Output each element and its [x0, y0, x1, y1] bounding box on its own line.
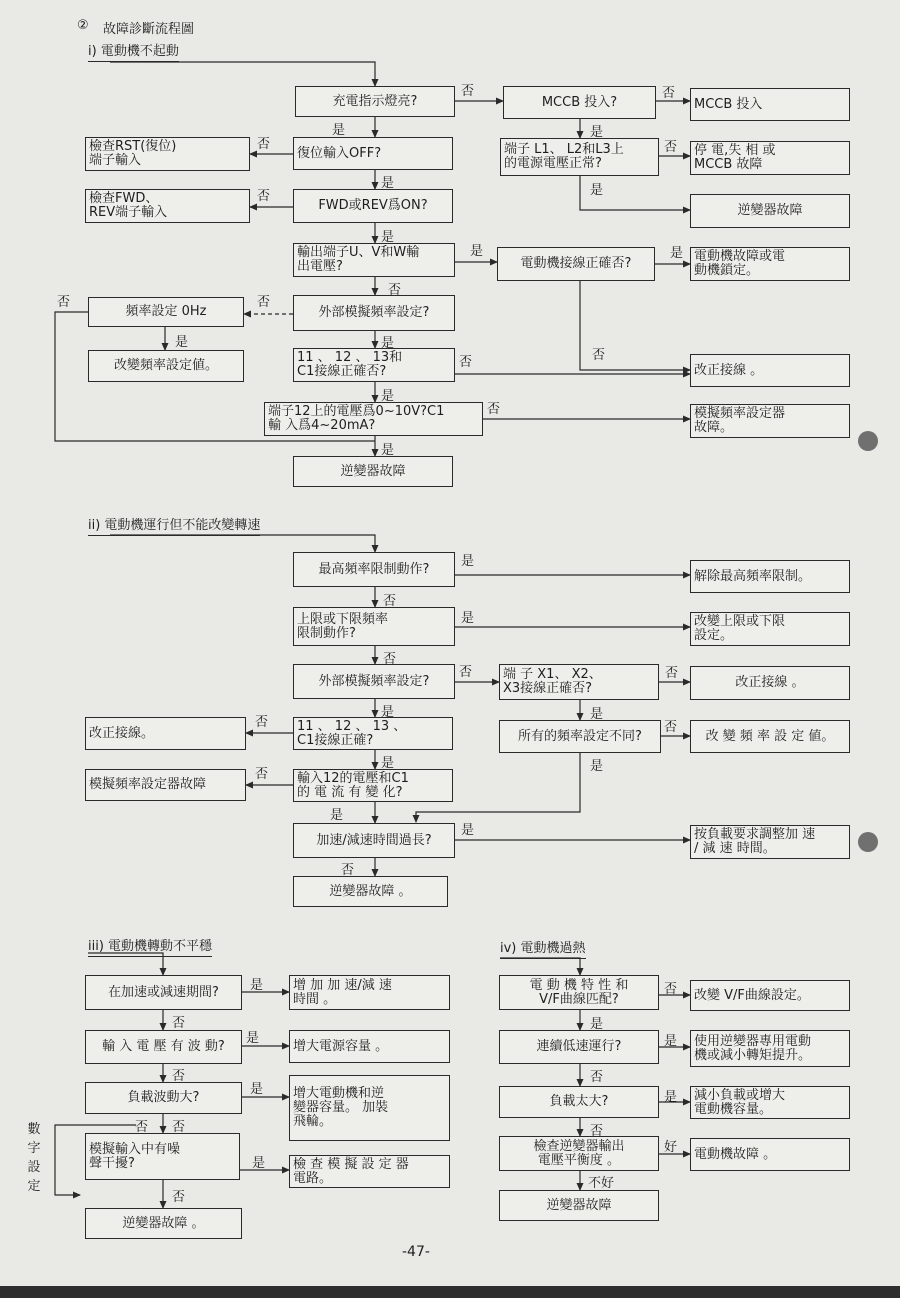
label-no: 否 [664, 982, 678, 997]
label-yes: 是 [590, 183, 604, 198]
node-c1-wiring-2: 11 、 12 、 13 、 C1接線正確? [293, 717, 453, 750]
flow4-title: iv) 電動機過熱 [500, 937, 586, 959]
label-yes: 是 [670, 246, 684, 261]
label-no: 否 [664, 140, 678, 155]
node-voltage-fluctuation: 輸 入 電 壓 有 波 動? [85, 1030, 242, 1064]
node-x123-wiring: 端 子 X1、 X2、 X3接線正確否? [499, 664, 659, 700]
label-yes: 是 [381, 176, 395, 191]
label-no: 否 [592, 348, 606, 363]
label-no: 否 [662, 86, 676, 101]
node-adjust-accel: 按負載要求調整加 速 / 減 速 時間。 [690, 825, 850, 859]
label-yes: 是 [461, 554, 475, 569]
label-yes: 是 [461, 611, 475, 626]
node-l123-voltage: 端子 L1、 L2和L3上 的電源電壓正常? [500, 138, 659, 176]
node-motor-fault: 電動機故障或電 動機鎖定。 [690, 247, 850, 281]
page-number: -47- [402, 1244, 430, 1260]
label-no: 否 [255, 715, 269, 730]
node-low-speed: 連續低速運行? [499, 1030, 659, 1064]
label-no: 否 [388, 283, 402, 298]
node-input12-change: 輸入12的電壓和C1 的 電 流 有 變 化? [293, 769, 453, 802]
node-mccb-on: MCCB 投入 [690, 88, 850, 121]
flow2-title: ii) 電動機運行但不能改變轉速 [88, 514, 260, 536]
punch-hole-mark [858, 832, 878, 852]
node-external-analog: 外部模擬頻率設定? [293, 295, 455, 331]
node-load-fluctuation: 負載波動大? [85, 1082, 242, 1114]
node-analog-setter-fault: 模擬頻率設定器 故障。 [690, 404, 850, 438]
node-change-limit: 改變上限或下限 設定。 [690, 612, 850, 646]
label-no: 否 [383, 652, 397, 667]
node-max-freq-limit: 最高頻率限制動作? [293, 552, 455, 587]
punch-hole-mark [858, 431, 878, 451]
node-all-freq-different: 所有的頻率設定不同? [499, 720, 661, 753]
label-yes: 是 [664, 1034, 678, 1049]
label-no: 否 [459, 355, 473, 370]
node-inverter-fault-4: 逆變器故障 [499, 1190, 659, 1221]
label-yes: 是 [381, 443, 395, 458]
node-inverter-fault-3: 逆變器故障 。 [85, 1208, 242, 1239]
label-yes: 是 [250, 1082, 264, 1097]
section-title: 故障診斷流程圖 [103, 22, 195, 37]
node-mccb-check: MCCB 投入? [503, 86, 656, 119]
label-no: 否 [461, 84, 475, 99]
node-inverter-fault-2: 逆變器故障 。 [293, 876, 448, 907]
label-no: 否 [459, 665, 473, 680]
node-check-reset: 檢查RST(復位) 端子輸入 [85, 137, 250, 171]
label-yes: 是 [252, 1156, 266, 1171]
flow3-title: iii) 電動機轉動不平穩 [88, 935, 212, 957]
label-no: 否 [257, 189, 271, 204]
label-no: 否 [664, 720, 678, 735]
label-yes: 是 [461, 823, 475, 838]
node-charge-lamp: 充電指示燈亮? [295, 86, 455, 117]
label-not-good: 不好 [588, 1176, 615, 1191]
node-increase-power: 增大電源容量 。 [289, 1030, 450, 1063]
label-good: 好 [664, 1140, 678, 1155]
label-yes: 是 [246, 1031, 260, 1046]
node-use-special-motor: 使用逆變器專用電動 機或減小轉矩提升。 [690, 1030, 850, 1067]
label-no: 否 [57, 295, 71, 310]
label-no: 否 [341, 863, 355, 878]
node-external-analog-2: 外部模擬頻率設定? [293, 664, 455, 699]
node-check-fwd: 檢查FWD、 REV端子輸入 [85, 189, 250, 223]
label-no: 否 [590, 1124, 604, 1139]
node-fix-wiring-1: 改正接線 。 [690, 666, 850, 700]
label-no: 否 [172, 1190, 186, 1205]
label-yes: 是 [470, 244, 484, 259]
label-yes: 是 [381, 756, 395, 771]
node-fix-wiring: 改正接線 。 [690, 354, 850, 387]
node-inverter-fault: 逆變器故障 [293, 456, 453, 487]
section-number: ② [77, 18, 89, 33]
node-release-limit: 解除最高頻率限制。 [690, 560, 850, 593]
label-no: 否 [257, 295, 271, 310]
label-yes: 是 [590, 707, 604, 722]
node-check-analog-circuit: 檢 查 模 擬 設 定 器 電路。 [289, 1155, 450, 1188]
label-no: 否 [590, 1070, 604, 1085]
node-change-freq: 改變頻率設定値。 [88, 350, 244, 382]
label-no: 否 [257, 137, 271, 152]
label-no: 否 [135, 1120, 149, 1135]
node-uvw-output: 輸出端子U、V和W輸 出電壓? [293, 243, 455, 277]
node-inverter-fault-a: 逆變器故障 [690, 194, 850, 228]
label-yes: 是 [332, 123, 346, 138]
node-increase-capacity: 增大電動機和逆 變器容量。 加裝 飛輪。 [289, 1075, 450, 1141]
label-yes: 是 [381, 389, 395, 404]
node-check-voltage-balance: 檢查逆變器輸出 電壓平衡度 。 [499, 1136, 659, 1171]
label-yes: 是 [664, 1090, 678, 1105]
label-yes: 是 [381, 705, 395, 720]
label-no: 否 [172, 1120, 186, 1135]
node-fix-wiring-2: 改正接線。 [85, 717, 246, 750]
label-no: 否 [383, 594, 397, 609]
label-yes: 是 [590, 1017, 604, 1032]
label-no: 否 [255, 767, 269, 782]
node-c1-wiring: 11 、 12 、 13和 C1接線正確否? [293, 348, 455, 382]
node-analog-noise: 模擬輸入中有噪 聲干擾? [85, 1133, 240, 1180]
flow1-title: i) 電動機不起動 [88, 40, 179, 62]
node-fwd-rev-on: FWD或REV爲ON? [293, 189, 453, 223]
label-yes: 是 [175, 335, 189, 350]
node-load-too-big: 負載太大? [499, 1086, 659, 1118]
node-motor-wiring: 電動機接線正確否? [497, 247, 655, 281]
node-outage: 停 電,失 相 或 MCCB 故障 [690, 141, 850, 175]
label-no: 否 [172, 1016, 186, 1031]
label-yes: 是 [250, 978, 264, 993]
node-accel-decel-long: 加速/減速時間過長? [293, 823, 455, 858]
digital-setting-label: 數 字 設 定 [27, 1122, 41, 1194]
label-no: 否 [487, 402, 501, 417]
node-upper-lower-limit: 上限或下限頻率 限制動作? [293, 607, 455, 646]
node-change-vf: 改變 V/F曲線設定。 [690, 980, 850, 1011]
node-terminal12-voltage: 端子12上的電壓爲0~10V?C1 輸 入爲4~20mA? [264, 402, 483, 436]
label-no: 否 [172, 1069, 186, 1084]
label-yes: 是 [381, 230, 395, 245]
label-yes: 是 [330, 808, 344, 823]
node-during-accel: 在加速或減速期間? [85, 975, 242, 1010]
node-change-freq-setting: 改 變 頻 率 設 定 値。 [690, 720, 850, 753]
label-yes: 是 [590, 759, 604, 774]
node-freq-zero: 頻率設定 0Hz [88, 297, 244, 327]
node-motor-fault-2: 電動機故障 。 [690, 1138, 850, 1171]
node-increase-time: 增 加 加 速/減 速 時間 。 [289, 975, 450, 1010]
label-yes: 是 [590, 125, 604, 140]
node-reduce-load: 減小負載或增大 電動機容量。 [690, 1086, 850, 1119]
node-vf-curve-match: 電 動 機 特 性 和 V/F曲線匹配? [499, 975, 659, 1010]
label-yes: 是 [381, 336, 395, 351]
node-analog-setter-fault-2: 模擬頻率設定器故障 [85, 769, 246, 801]
node-reset-off: 復位輸入OFF? [293, 137, 453, 170]
scan-bottom-edge [0, 1286, 900, 1298]
label-no: 否 [665, 666, 679, 681]
